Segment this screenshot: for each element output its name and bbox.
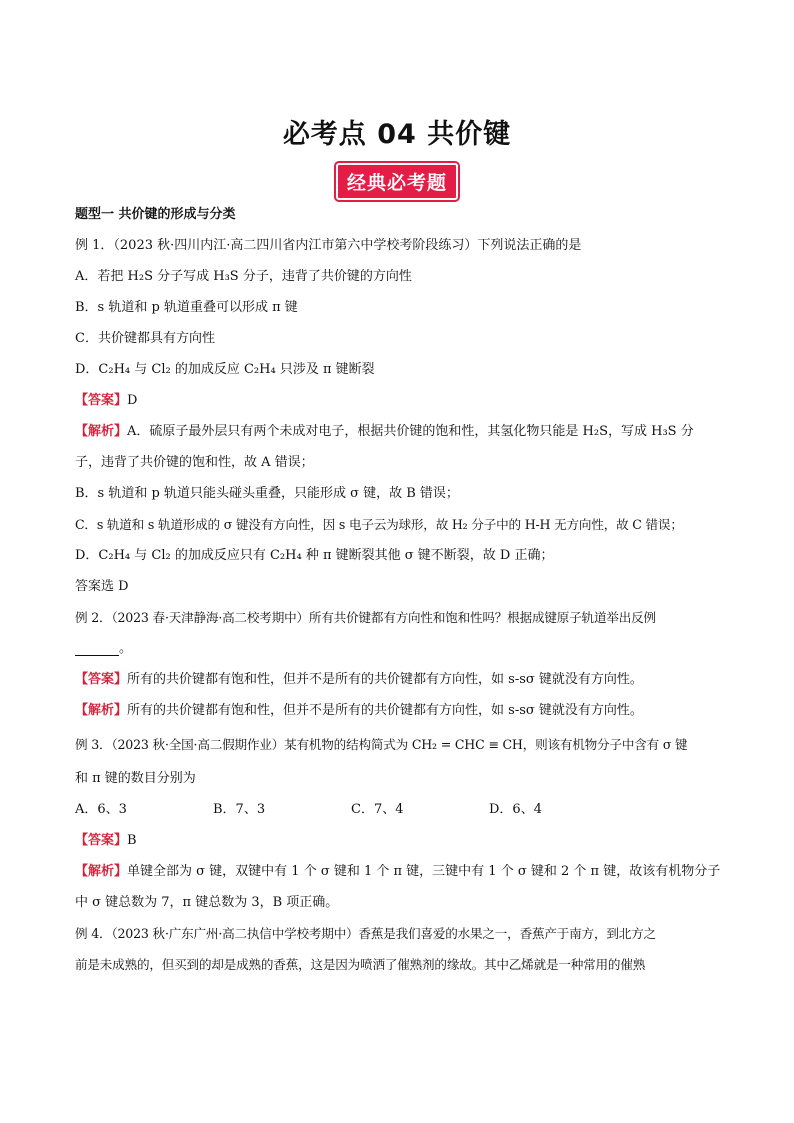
example-3-options (75, 799, 755, 830)
example-1-option-a: A．若把 H₂S 分子写成 H₃S 分子，违背了共价键的方向性 (75, 269, 412, 284)
option-a: A．6、3 (75, 802, 127, 817)
example-1-analysis-line-1 (75, 421, 755, 452)
answer-tag: 【答案】 (75, 833, 128, 848)
example-1-analysis-line-4: C．s 轨道和 s 轨道形成的 σ 键没有方向性，因 s 电子云为球形，故 H₂ 分子中的 H-H 无方向性，故 C 错误； (75, 517, 683, 532)
answer-text: 所有的共价键都有饱和性，但并不是所有的共价键都有方向性，如 s-sσ 键就没有方向性。 (127, 672, 643, 687)
classic-questions-badge: 经典必考题 (336, 163, 458, 200)
analysis-tag: 【解析】 (75, 703, 128, 718)
example-3-analysis-line-1 (75, 861, 755, 892)
example-3-answer (75, 830, 755, 861)
analysis-text: 单键全部为 σ 键，双键中有 1 个 σ 键和 1 个 π 键，三键中有 1 个 σ 键和 2 个 π 键，故该有机物分子 (127, 864, 721, 879)
option-d: D．6、4 (489, 802, 542, 817)
answer-tag: 【答案】 (75, 672, 128, 687)
stem-end: 。 (119, 641, 133, 656)
example-3-stem-line-2: 和 π 键的数目分别为 (75, 771, 196, 786)
example-1-option-b: B．s 轨道和 p 轨道重叠可以形成 π 键 (75, 300, 298, 315)
badge-container (0, 163, 794, 200)
analysis-text: 所有的共价键都有饱和性，但并不是所有的共价键都有方向性，如 s-sσ 键就没有方向性。 (127, 703, 643, 718)
example-1-analysis-line-5: D．C₂H₄ 与 Cl₂ 的加成反应只有 C₂H₄ 种 π 键断裂其他 σ 键不断裂，故 D 正确； (75, 548, 554, 563)
answer-value: B (127, 833, 137, 848)
example-2-stem: 例 2．（2023 春·天津静海·高二校考期中）所有共价键都有方向性和饱和性吗？根据成键原子轨道举出反例 (75, 610, 656, 625)
fill-in-blank (75, 639, 119, 656)
example-1-analysis-line-2: 子，违背了共价键的饱和性，故 A 错误； (75, 455, 314, 470)
example-1-conclusion: 答案选 D (75, 579, 129, 594)
answer-value: D (127, 393, 138, 408)
example-1-option-c: C．共价键都具有方向性 (75, 331, 215, 346)
option-b: B．7、3 (213, 802, 266, 817)
analysis-text: A．硫原子最外层只有两个未成对电子，根据共价键的饱和性，其氢化物只能是 H₂S，写成 H₃S 分 (127, 424, 694, 439)
example-1-answer (75, 390, 755, 421)
example-1-stem: 例 1．（2023 秋·四川内江·高二四川省内江市第六中学校考阶段练习）下列说法正确的是 (75, 238, 582, 253)
example-4-line-2: 前是未成熟的，但买到的却是成熟的香蕉，这是因为喷洒了催熟剂的缘故。其中乙烯就是一种常用的催熟 (75, 957, 646, 972)
answer-tag: 【答案】 (75, 393, 128, 408)
example-4-line-1: 例 4．（2023 秋·广东广州·高二执信中学校考期中）香蕉是我们喜爱的水果之一，香蕉产于南方，到北方之 (75, 926, 656, 941)
example-2-blank-line (75, 638, 755, 669)
example-1-analysis-line-3: B．s 轨道和 p 轨道只能头碰头重叠，只能形成 σ 键，故 B 错误； (75, 486, 459, 501)
analysis-tag: 【解析】 (75, 424, 128, 439)
example-2-answer (75, 669, 755, 700)
document-body (75, 204, 755, 985)
example-3-analysis-line-2: 中 σ 键总数为 7，π 键总数为 3，B 项正确。 (75, 895, 339, 910)
example-1-option-d: D．C₂H₄ 与 Cl₂ 的加成反应 C₂H₄ 只涉及 π 键断裂 (75, 362, 375, 377)
option-c: C．7、4 (351, 802, 404, 817)
section-heading: 题型一 共价键的形成与分类 (75, 207, 236, 222)
example-3-stem-line-1: 例 3．（2023 秋·全国·高二假期作业）某有机物的结构简式为 CH₂ = CHC ≡ CH，则该有机物分子中含有 σ 键 (75, 737, 688, 752)
page-title: 必考点 04 共价键 (282, 119, 512, 150)
analysis-tag: 【解析】 (75, 864, 128, 879)
example-2-analysis (75, 700, 755, 734)
